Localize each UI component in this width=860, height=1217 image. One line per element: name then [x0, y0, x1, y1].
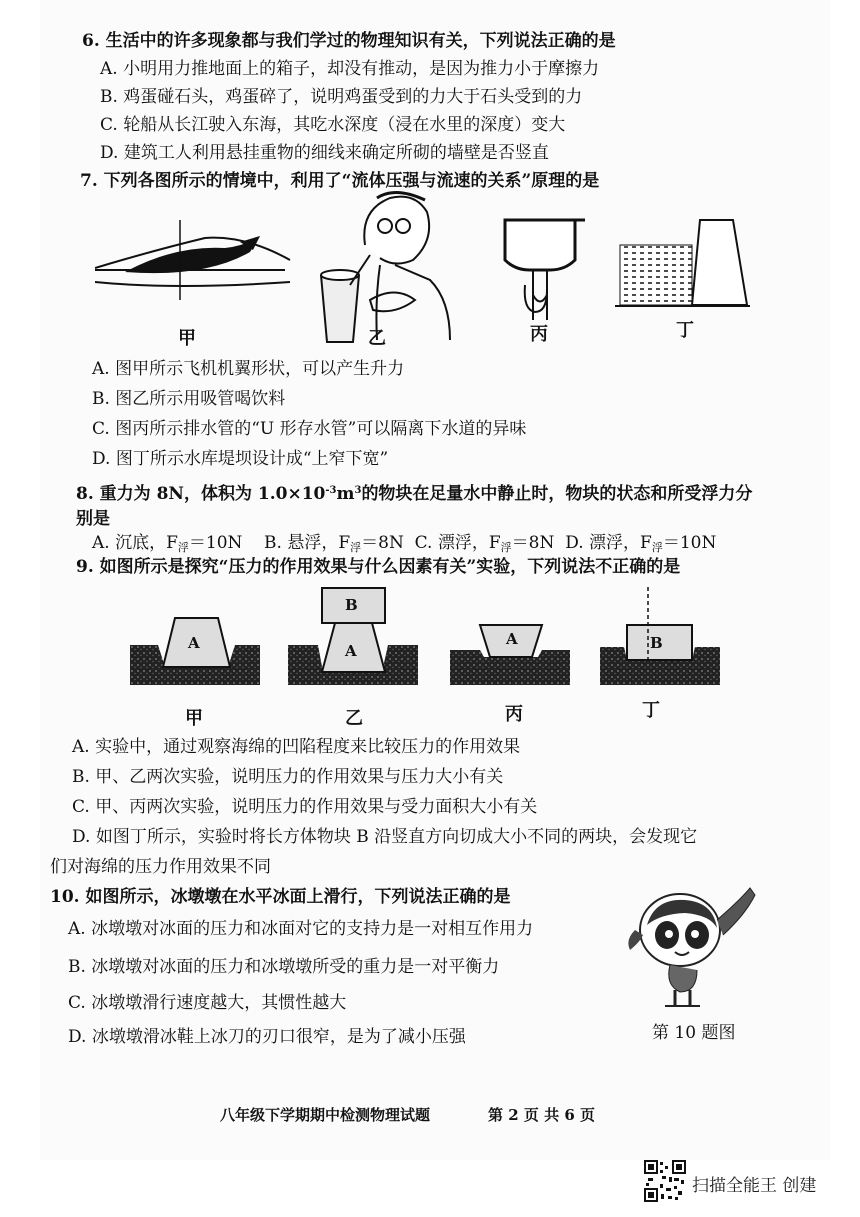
q10-option-b: B. 冰墩墩对冰面的压力和冰墩墩所受的重力是一对平衡力	[68, 957, 500, 977]
q6-option-c: C. 轮船从长江驶入东海，其吃水深度（浸在水里的深度）变大	[100, 115, 566, 135]
q9-label-bing: 丙	[505, 704, 523, 725]
bing-dwen-dwen-figure	[625, 880, 765, 1010]
q8-stem-line2: 别是	[76, 509, 110, 529]
airplane-wing-figure	[95, 220, 290, 300]
q10-option-a: A. 冰墩墩对冰面的压力和冰面对它的支持力是一对相互作用力	[68, 919, 534, 939]
qr-code-icon	[644, 1160, 686, 1202]
q9-label-jia: 甲	[185, 708, 203, 729]
q9-block-a-jia: A	[188, 634, 200, 652]
footer-title: 八年级下学期期中检测物理试题	[220, 1106, 431, 1124]
dam-figure	[615, 220, 750, 306]
q9-block-b-ding: B	[650, 634, 663, 652]
q10-figure-caption: 第 10 题图	[652, 1023, 736, 1043]
q7-stem: 7. 下列各图所示的情境中，利用了“流体压强与流速的关系”原理的是	[80, 171, 600, 191]
q10-option-d: D. 冰墩墩滑冰鞋上冰刀的刃口很窄，是为了减小压强	[68, 1027, 466, 1047]
q8-option-a: A. 沉底，$F_浮=10N$	[92, 533, 243, 554]
q9-block-b-yi: B	[345, 596, 358, 614]
watermark-text: 扫描全能王 创建	[692, 1176, 817, 1196]
q9-label-ding: 丁	[642, 700, 660, 721]
q9-option-d-line1: D. 如图丁所示，实验时将长方体物块 B 沿竖直方向切成大小不同的两块，会发现它	[72, 827, 698, 847]
footer-page-number: 第 2 页 共 6 页	[488, 1106, 595, 1124]
q7-label-yi: 乙	[368, 328, 386, 349]
straw-drinking-figure	[321, 192, 450, 342]
u-trap-drain-figure	[505, 220, 585, 320]
q6-option-d: D. 建筑工人利用悬挂重物的细线来确定所砌的墙壁是否竖直	[100, 143, 549, 163]
q10-option-c: C. 冰墩墩滑行速度越大，其惯性越大	[68, 993, 347, 1013]
q8-option-c: C. 漂浮，$F_浮=8N$	[414, 533, 555, 554]
q7-label-bing: 丙	[530, 324, 548, 345]
q9-stem: 9. 如图所示是探究“压力的作用效果与什么因素有关”实验，下列说法不正确的是	[76, 557, 681, 577]
q9-block-a-bing: A	[506, 630, 518, 648]
q7-label-jia: 甲	[178, 328, 196, 349]
q9-figures	[130, 585, 730, 695]
q8-option-b: B. 悬浮，$F_浮=8N$	[264, 533, 404, 554]
q7-option-a: A. 图甲所示飞机机翼形状，可以产生升力	[92, 359, 405, 379]
q7-label-ding: 丁	[676, 320, 694, 341]
q9-label-yi: 乙	[345, 708, 363, 729]
q9-block-a-yi: A	[345, 642, 357, 660]
q7-option-c: C. 图丙所示排水管的“U 形存水管”可以隔离下水道的异味	[92, 419, 527, 439]
q7-option-d: D. 图丁所示水库堤坝设计成“上窄下宽”	[92, 449, 389, 469]
q6-stem: 6. 生活中的许多现象都与我们学过的物理知识有关，下列说法正确的是	[82, 31, 616, 51]
q8-stem: 8. 重力为 8N，体积为 $1.0\times 10^{-3}m^3$的物块在足量水中静止时，物块的状态和所受浮力分	[76, 484, 753, 504]
q7-option-b: B. 图乙所示用吸管喝饮料	[92, 389, 286, 409]
q9-option-d-line2: 们对海绵的压力作用效果不同	[50, 857, 271, 877]
q10-stem: 10. 如图所示，冰墩墩在水平冰面上滑行，下列说法正确的是	[50, 887, 511, 907]
q6-option-a: A. 小明用力推地面上的箱子，却没有推动，是因为推力小于摩擦力	[100, 59, 600, 79]
q9-option-b: B. 甲、乙两次实验，说明压力的作用效果与压力大小有关	[72, 767, 504, 787]
q9-option-a: A. 实验中，通过观察海绵的凹陷程度来比较压力的作用效果	[72, 737, 521, 757]
q8-option-d: D. 漂浮，$F_浮=10N$	[565, 533, 717, 554]
q9-option-c: C. 甲、丙两次实验，说明压力的作用效果与受力面积大小有关	[72, 797, 538, 817]
q8-options	[92, 532, 716, 559]
q6-option-b: B. 鸡蛋碰石头，鸡蛋碎了，说明鸡蛋受到的力大于石头受到的力	[100, 87, 583, 107]
